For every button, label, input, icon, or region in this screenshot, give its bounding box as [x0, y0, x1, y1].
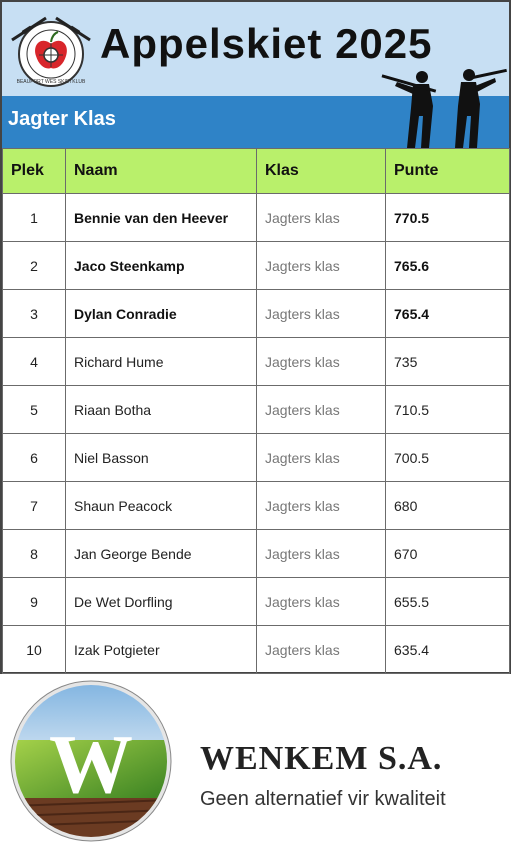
results-table — [2, 148, 510, 674]
cell-klas: Jagters klas — [257, 626, 386, 674]
column-header-naam: Naam — [66, 149, 257, 194]
sponsor-banner — [0, 674, 511, 855]
table-row — [3, 482, 510, 530]
cell-punte: 700.5 — [386, 434, 510, 482]
column-header-plek: Plek — [3, 149, 66, 194]
cell-klas: Jagters klas — [257, 530, 386, 578]
cell-punte: 680 — [386, 482, 510, 530]
column-header-punte: Punte — [386, 149, 510, 194]
cell-klas: Jagters klas — [257, 242, 386, 290]
table-row — [3, 626, 510, 674]
cell-plek: 6 — [3, 434, 66, 482]
column-header-klas: Klas — [257, 149, 386, 194]
cell-plek: 9 — [3, 578, 66, 626]
cell-naam: Richard Hume — [66, 338, 257, 386]
cell-punte: 635.4 — [386, 626, 510, 674]
cell-naam: Bennie van den Heever — [66, 194, 257, 242]
cell-naam: Shaun Peacock — [66, 482, 257, 530]
cell-klas: Jagters klas — [257, 386, 386, 434]
table-row — [3, 242, 510, 290]
cell-klas: Jagters klas — [257, 290, 386, 338]
table-row — [3, 194, 510, 242]
cell-klas: Jagters klas — [257, 578, 386, 626]
table-row — [3, 290, 510, 338]
cell-naam: Niel Basson — [66, 434, 257, 482]
table-row — [3, 338, 510, 386]
cell-plek: 1 — [3, 194, 66, 242]
cell-naam: Riaan Botha — [66, 386, 257, 434]
table-row — [3, 530, 510, 578]
cell-plek: 7 — [3, 482, 66, 530]
cell-naam: De Wet Dorfling — [66, 578, 257, 626]
table-row — [3, 578, 510, 626]
page-title: Appelskiet 2025 — [100, 20, 433, 67]
cell-punte: 670 — [386, 530, 510, 578]
table-row — [3, 434, 510, 482]
cell-klas: Jagters klas — [257, 338, 386, 386]
club-logo — [10, 10, 92, 92]
cell-plek: 4 — [3, 338, 66, 386]
wenkem-logo — [10, 680, 172, 842]
cell-naam: Dylan Conradie — [66, 290, 257, 338]
wenkem-logo-letter: W — [49, 718, 133, 811]
table-row — [3, 386, 510, 434]
cell-punte: 765.4 — [386, 290, 510, 338]
cell-plek: 2 — [3, 242, 66, 290]
cell-klas: Jagters klas — [257, 194, 386, 242]
cell-klas: Jagters klas — [257, 434, 386, 482]
cell-plek: 8 — [3, 530, 66, 578]
club-logo-text: BEAUFORT WES SKIETKLUB — [16, 79, 86, 85]
cell-punte: 765.6 — [386, 242, 510, 290]
cell-plek: 10 — [3, 626, 66, 674]
cell-punte: 770.5 — [386, 194, 510, 242]
cell-plek: 3 — [3, 290, 66, 338]
cell-plek: 5 — [3, 386, 66, 434]
cell-punte: 710.5 — [386, 386, 510, 434]
table-header-row — [3, 149, 510, 194]
cell-naam: Jan George Bende — [66, 530, 257, 578]
cell-klas: Jagters klas — [257, 482, 386, 530]
class-title: Jagter Klas — [8, 108, 116, 130]
sponsor-tagline: Geen alternatief vir kwaliteit — [200, 788, 446, 810]
sponsor-name: WENKEM S.A. — [200, 740, 443, 777]
cell-punte: 655.5 — [386, 578, 510, 626]
cell-naam: Izak Potgieter — [66, 626, 257, 674]
shooters-icon — [377, 68, 509, 148]
cell-naam: Jaco Steenkamp — [66, 242, 257, 290]
cell-punte: 735 — [386, 338, 510, 386]
